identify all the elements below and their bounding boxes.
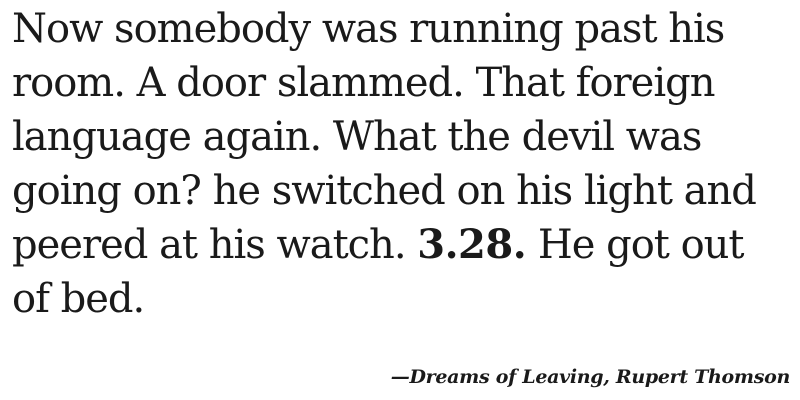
quote-passage (12, 2, 792, 326)
quote-text-before: Now somebody was running past his room. A door slammed. That foreign language again. What the devil was going on? he switched on his light and peered at his watch. (12, 6, 756, 268)
quote-attribution: —Dreams of Leaving, Rupert Thomson (390, 366, 790, 388)
quote-text-after: He got out of bed. (12, 222, 744, 322)
quote-time-emphasis: 3.28. (417, 221, 527, 268)
